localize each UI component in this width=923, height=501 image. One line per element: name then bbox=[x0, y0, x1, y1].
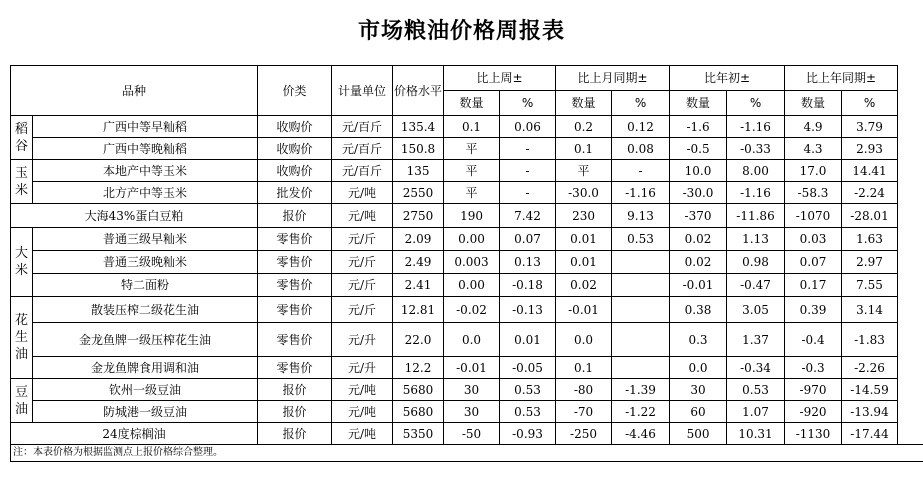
price-type-cell: 收购价 bbox=[258, 116, 332, 138]
category-cell: 玉米 bbox=[11, 160, 33, 204]
last-year-pct-cell: 2.93 bbox=[842, 138, 898, 160]
table-row bbox=[11, 423, 923, 445]
last-year-pct-cell: -17.44 bbox=[842, 423, 898, 445]
last-year-pct-cell: -2.26 bbox=[842, 357, 898, 379]
header-vs-last-month: 比上月同期± bbox=[556, 66, 670, 91]
variety-name-cell: 本地产中等玉米 bbox=[33, 160, 258, 182]
header-vs-last-week: 比上周± bbox=[444, 66, 556, 91]
last-year-qty-cell: -920 bbox=[785, 401, 842, 423]
week-qty-cell: 平 bbox=[444, 160, 500, 182]
unit-cell: 元/斤 bbox=[332, 251, 393, 274]
last-year-qty-cell: -970 bbox=[785, 379, 842, 401]
variety-name-cell: 金龙鱼牌一级压榨花生油 bbox=[33, 323, 258, 357]
last-year-pct-cell: 14.41 bbox=[842, 160, 898, 182]
last-year-pct-cell: -1.83 bbox=[842, 323, 898, 357]
week-qty-cell: 0.00 bbox=[444, 228, 500, 251]
month-qty-cell: 230 bbox=[556, 204, 612, 228]
week-qty-cell: -0.01 bbox=[444, 357, 500, 379]
price-cell: 12.2 bbox=[393, 357, 444, 379]
year-start-pct-cell: 8.00 bbox=[727, 160, 785, 182]
table-row bbox=[11, 323, 923, 357]
week-pct-cell: 0.53 bbox=[500, 379, 556, 401]
month-pct-cell: 0.08 bbox=[612, 138, 670, 160]
last-year-pct-cell: -14.59 bbox=[842, 379, 898, 401]
price-cell: 150.8 bbox=[393, 138, 444, 160]
table-row bbox=[11, 274, 923, 297]
week-pct-cell: - bbox=[500, 138, 556, 160]
week-pct-cell: 0.13 bbox=[500, 251, 556, 274]
price-type-cell: 零售价 bbox=[258, 274, 332, 297]
table-row bbox=[11, 160, 923, 182]
month-qty-cell: -30.0 bbox=[556, 182, 612, 204]
table-row bbox=[11, 182, 923, 204]
week-qty-cell: 平 bbox=[444, 138, 500, 160]
week-pct-cell: 0.06 bbox=[500, 116, 556, 138]
month-qty-cell: 0.1 bbox=[556, 357, 612, 379]
header-price-type: 价类 bbox=[258, 66, 332, 116]
unit-cell: 元/吨 bbox=[332, 379, 393, 401]
header-vs-last-year: 比上年同期± bbox=[785, 66, 898, 91]
price-cell: 22.0 bbox=[393, 323, 444, 357]
year-start-qty-cell: 0.02 bbox=[670, 251, 727, 274]
month-qty-cell: 0.1 bbox=[556, 138, 612, 160]
variety-name-cell: 散装压榨二级花生油 bbox=[33, 297, 258, 323]
year-start-pct-cell: -0.33 bbox=[727, 138, 785, 160]
variety-name-cell: 钦州一级豆油 bbox=[33, 379, 258, 401]
table-row bbox=[11, 379, 923, 401]
header-price-level: 价格水平 bbox=[393, 66, 444, 116]
price-cell: 2750 bbox=[393, 204, 444, 228]
header-qty: 数量 bbox=[785, 91, 842, 116]
table-row bbox=[11, 116, 923, 138]
week-pct-cell: 0.53 bbox=[500, 401, 556, 423]
month-pct-cell: -1.22 bbox=[612, 401, 670, 423]
week-pct-cell: - bbox=[500, 160, 556, 182]
table-row bbox=[11, 401, 923, 423]
variety-name-cell: 特二面粉 bbox=[33, 274, 258, 297]
last-year-pct-cell: 2.97 bbox=[842, 251, 898, 274]
category-cell: 花生油 bbox=[11, 297, 33, 379]
header-row-1 bbox=[11, 66, 923, 91]
year-start-qty-cell: -370 bbox=[670, 204, 727, 228]
month-qty-cell: 0.02 bbox=[556, 274, 612, 297]
last-year-qty-cell: -58.3 bbox=[785, 182, 842, 204]
variety-name-cell: 防城港一级豆油 bbox=[33, 401, 258, 423]
week-pct-cell: -0.18 bbox=[500, 274, 556, 297]
price-type-cell: 批发价 bbox=[258, 182, 332, 204]
unit-cell: 元/升 bbox=[332, 357, 393, 379]
unit-cell: 元/斤 bbox=[332, 297, 393, 323]
month-pct-cell: 0.12 bbox=[612, 116, 670, 138]
year-start-pct-cell: 0.98 bbox=[727, 251, 785, 274]
month-qty-cell: 0.01 bbox=[556, 228, 612, 251]
month-pct-cell bbox=[612, 357, 670, 379]
price-type-cell: 零售价 bbox=[258, 357, 332, 379]
last-year-qty-cell: 17.0 bbox=[785, 160, 842, 182]
last-year-qty-cell: 4.3 bbox=[785, 138, 842, 160]
header-qty: 数量 bbox=[670, 91, 727, 116]
header-pct: % bbox=[842, 91, 898, 116]
year-start-pct-cell: 0.53 bbox=[727, 379, 785, 401]
last-year-pct-cell: 3.79 bbox=[842, 116, 898, 138]
unit-cell: 元/吨 bbox=[332, 423, 393, 445]
table-row bbox=[11, 204, 923, 228]
week-pct-cell: 0.01 bbox=[500, 323, 556, 357]
last-year-pct-cell: -28.01 bbox=[842, 204, 898, 228]
week-pct-cell: - bbox=[500, 182, 556, 204]
last-year-pct-cell: -2.24 bbox=[842, 182, 898, 204]
unit-cell: 元/百斤 bbox=[332, 160, 393, 182]
note-row bbox=[11, 445, 923, 462]
year-start-qty-cell: 0.38 bbox=[670, 297, 727, 323]
week-qty-cell: 0.0 bbox=[444, 323, 500, 357]
month-qty-cell: 0.0 bbox=[556, 323, 612, 357]
price-cell: 2.49 bbox=[393, 251, 444, 274]
year-start-pct-cell: -0.47 bbox=[727, 274, 785, 297]
table-row bbox=[11, 297, 923, 323]
header-pct: % bbox=[727, 91, 785, 116]
header-pct: % bbox=[612, 91, 670, 116]
price-type-cell: 零售价 bbox=[258, 297, 332, 323]
year-start-qty-cell: -0.5 bbox=[670, 138, 727, 160]
last-year-qty-cell: -0.4 bbox=[785, 323, 842, 357]
table-note: 注：本表价格为根据监测点上报价格综合整理。 bbox=[11, 445, 923, 462]
category-cell: 稻谷 bbox=[11, 116, 33, 160]
last-year-qty-cell: 0.03 bbox=[785, 228, 842, 251]
last-year-pct-cell: -13.94 bbox=[842, 401, 898, 423]
variety-name-cell: 普通三级早籼米 bbox=[33, 228, 258, 251]
unit-cell: 元/吨 bbox=[332, 401, 393, 423]
month-qty-cell: -250 bbox=[556, 423, 612, 445]
price-type-cell: 报价 bbox=[258, 423, 332, 445]
price-cell: 2.09 bbox=[393, 228, 444, 251]
month-pct-cell: 9.13 bbox=[612, 204, 670, 228]
year-start-qty-cell: 10.0 bbox=[670, 160, 727, 182]
year-start-qty-cell: 0.0 bbox=[670, 357, 727, 379]
table-row bbox=[11, 228, 923, 251]
price-table bbox=[10, 65, 923, 462]
unit-cell: 元/升 bbox=[332, 323, 393, 357]
price-type-cell: 零售价 bbox=[258, 251, 332, 274]
unit-cell: 元/吨 bbox=[332, 204, 393, 228]
month-qty-cell: -70 bbox=[556, 401, 612, 423]
week-qty-cell: -0.02 bbox=[444, 297, 500, 323]
year-start-qty-cell: 30 bbox=[670, 379, 727, 401]
variety-name-cell: 金龙鱼牌食用调和油 bbox=[33, 357, 258, 379]
year-start-pct-cell: 1.13 bbox=[727, 228, 785, 251]
table-row bbox=[11, 138, 923, 160]
price-cell: 5680 bbox=[393, 379, 444, 401]
month-qty-cell: 0.2 bbox=[556, 116, 612, 138]
week-qty-cell: 190 bbox=[444, 204, 500, 228]
week-qty-cell: 30 bbox=[444, 401, 500, 423]
week-pct-cell: 7.42 bbox=[500, 204, 556, 228]
header-qty: 数量 bbox=[444, 91, 500, 116]
price-cell: 135.4 bbox=[393, 116, 444, 138]
price-type-cell: 收购价 bbox=[258, 138, 332, 160]
category-cell: 豆油 bbox=[11, 379, 33, 423]
year-start-pct-cell: 1.37 bbox=[727, 323, 785, 357]
header-variety: 品种 bbox=[11, 66, 258, 116]
year-start-pct-cell: -11.86 bbox=[727, 204, 785, 228]
last-year-qty-cell: 4.9 bbox=[785, 116, 842, 138]
table-row bbox=[11, 251, 923, 274]
week-pct-cell: -0.13 bbox=[500, 297, 556, 323]
week-qty-cell: 平 bbox=[444, 182, 500, 204]
year-start-pct-cell: -1.16 bbox=[727, 182, 785, 204]
year-start-qty-cell: -1.6 bbox=[670, 116, 727, 138]
month-pct-cell: -1.39 bbox=[612, 379, 670, 401]
header-pct: % bbox=[500, 91, 556, 116]
price-type-cell: 零售价 bbox=[258, 323, 332, 357]
last-year-pct-cell: 3.14 bbox=[842, 297, 898, 323]
header-vs-year-start: 比年初± bbox=[670, 66, 785, 91]
month-qty-cell: -80 bbox=[556, 379, 612, 401]
last-year-pct-cell: 1.63 bbox=[842, 228, 898, 251]
price-type-cell: 报价 bbox=[258, 204, 332, 228]
page-title: 市场粮油价格周报表 bbox=[357, 19, 565, 44]
last-year-qty-cell: -0.3 bbox=[785, 357, 842, 379]
variety-name-cell: 北方产中等玉米 bbox=[33, 182, 258, 204]
unit-cell: 元/吨 bbox=[332, 182, 393, 204]
year-start-pct-cell: -0.34 bbox=[727, 357, 785, 379]
week-qty-cell: -50 bbox=[444, 423, 500, 445]
week-qty-cell: 30 bbox=[444, 379, 500, 401]
year-start-qty-cell: 0.3 bbox=[670, 323, 727, 357]
year-start-qty-cell: 0.02 bbox=[670, 228, 727, 251]
year-start-qty-cell: 60 bbox=[670, 401, 727, 423]
price-cell: 2.41 bbox=[393, 274, 444, 297]
price-type-cell: 报价 bbox=[258, 379, 332, 401]
variety-name-cell: 广西中等早籼稻 bbox=[33, 116, 258, 138]
price-type-cell: 报价 bbox=[258, 401, 332, 423]
month-pct-cell bbox=[612, 274, 670, 297]
week-pct-cell: -0.05 bbox=[500, 357, 556, 379]
unit-cell: 元/百斤 bbox=[332, 138, 393, 160]
last-year-qty-cell: 0.17 bbox=[785, 274, 842, 297]
table-row bbox=[11, 357, 923, 379]
year-start-pct-cell: 10.31 bbox=[727, 423, 785, 445]
category-cell: 大米 bbox=[11, 228, 33, 297]
week-qty-cell: 0.1 bbox=[444, 116, 500, 138]
unit-cell: 元/斤 bbox=[332, 274, 393, 297]
month-pct-cell bbox=[612, 323, 670, 357]
month-pct-cell bbox=[612, 297, 670, 323]
unit-cell: 元/斤 bbox=[332, 228, 393, 251]
price-type-cell: 收购价 bbox=[258, 160, 332, 182]
year-start-qty-cell: 500 bbox=[670, 423, 727, 445]
year-start-pct-cell: 1.07 bbox=[727, 401, 785, 423]
header-unit: 计量单位 bbox=[332, 66, 393, 116]
variety-name-cell: 广西中等晚籼稻 bbox=[33, 138, 258, 160]
header-qty: 数量 bbox=[556, 91, 612, 116]
variety-name-cell: 大海43%蛋白豆粕 bbox=[11, 204, 258, 228]
week-qty-cell: 0.00 bbox=[444, 274, 500, 297]
year-start-pct-cell: 3.05 bbox=[727, 297, 785, 323]
price-cell: 135 bbox=[393, 160, 444, 182]
price-type-cell: 零售价 bbox=[258, 228, 332, 251]
variety-name-cell: 普通三级晚籼米 bbox=[33, 251, 258, 274]
week-qty-cell: 0.003 bbox=[444, 251, 500, 274]
week-pct-cell: -0.93 bbox=[500, 423, 556, 445]
price-cell: 2550 bbox=[393, 182, 444, 204]
month-pct-cell: -4.46 bbox=[612, 423, 670, 445]
price-cell: 5350 bbox=[393, 423, 444, 445]
price-cell: 5680 bbox=[393, 401, 444, 423]
week-pct-cell: 0.07 bbox=[500, 228, 556, 251]
last-year-qty-cell: 0.07 bbox=[785, 251, 842, 274]
last-year-qty-cell: 0.39 bbox=[785, 297, 842, 323]
year-start-qty-cell: -30.0 bbox=[670, 182, 727, 204]
month-qty-cell: 平 bbox=[556, 160, 612, 182]
month-pct-cell bbox=[612, 251, 670, 274]
unit-cell: 元/百斤 bbox=[332, 116, 393, 138]
month-pct-cell: -1.16 bbox=[612, 182, 670, 204]
variety-name-cell: 24度棕榈油 bbox=[11, 423, 258, 445]
month-qty-cell: -0.01 bbox=[556, 297, 612, 323]
last-year-qty-cell: -1130 bbox=[785, 423, 842, 445]
last-year-qty-cell: -1070 bbox=[785, 204, 842, 228]
last-year-pct-cell: 7.55 bbox=[842, 274, 898, 297]
month-pct-cell: - bbox=[612, 160, 670, 182]
month-pct-cell: 0.53 bbox=[612, 228, 670, 251]
price-cell: 12.81 bbox=[393, 297, 444, 323]
month-qty-cell: 0.01 bbox=[556, 251, 612, 274]
year-start-qty-cell: -0.01 bbox=[670, 274, 727, 297]
year-start-pct-cell: -1.16 bbox=[727, 116, 785, 138]
